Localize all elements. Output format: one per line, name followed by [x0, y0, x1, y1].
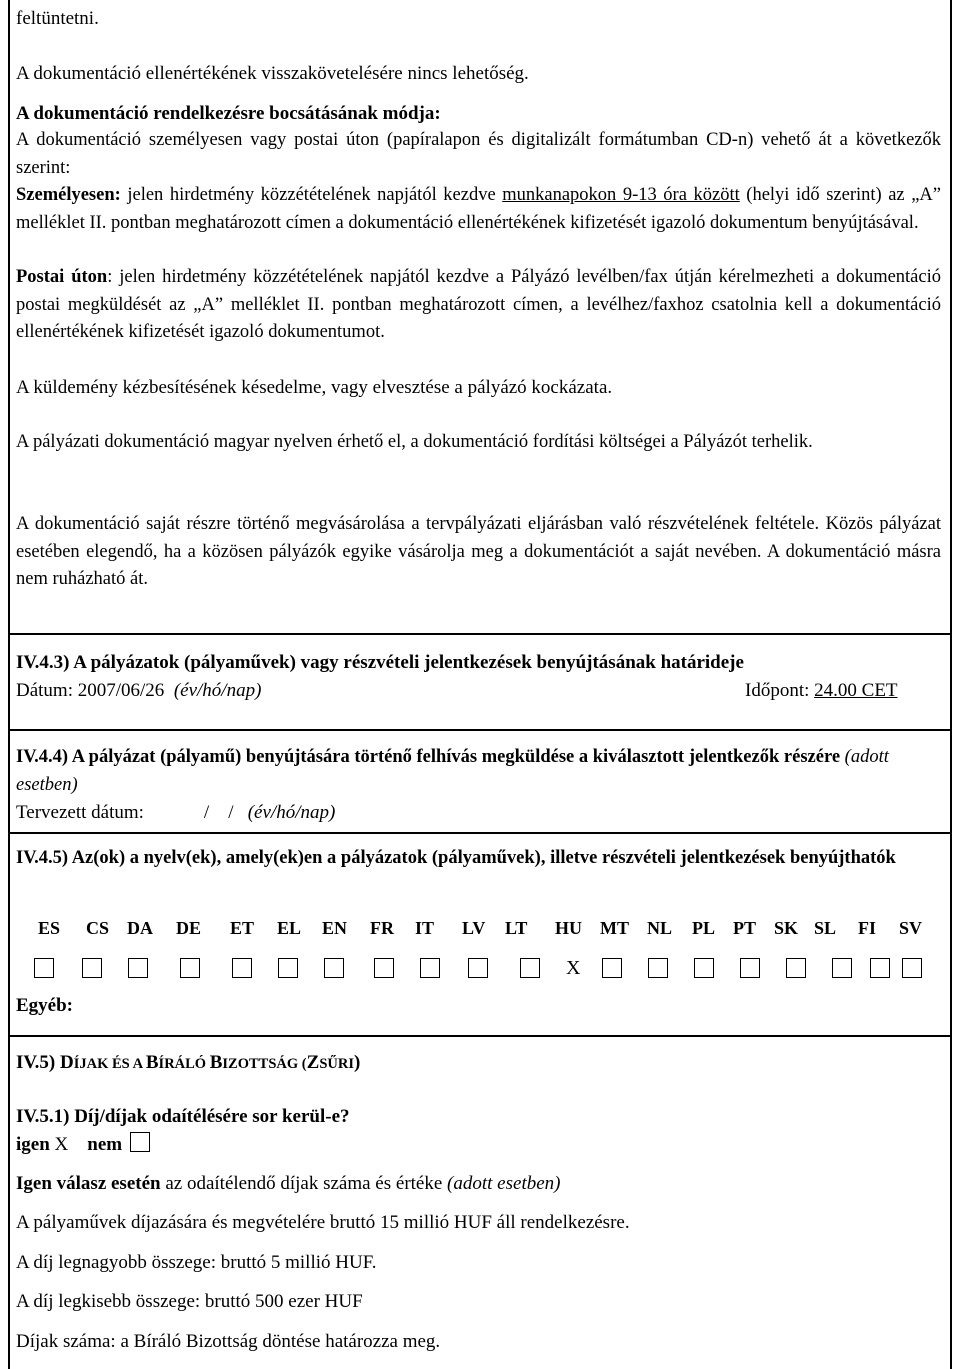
- language-selected-mark-hu[interactable]: X: [566, 957, 581, 979]
- language-checkbox-de[interactable]: [180, 958, 200, 978]
- prizes-heading-ijak: ÍJAK ÉS A: [73, 1056, 146, 1072]
- language-codes-row: [10, 918, 950, 948]
- language-code-pl: PL: [692, 918, 716, 938]
- language-code-sl: SL: [814, 918, 837, 938]
- yes-no-line: [16, 1131, 150, 1158]
- languages-heading: IV.4.5) Az(ok) a nyelv(ek), amely(ek)en a pályázatok (pályaművek), illetve részvételi jelentkezések benyújthatók: [16, 848, 896, 868]
- language-checkbox-fr[interactable]: [374, 958, 394, 978]
- yes-label: igen: [16, 1134, 50, 1155]
- language-code-sk: SK: [774, 918, 799, 938]
- prizes-heading-close: ): [353, 1052, 361, 1073]
- prize-count-text: Díjak száma: a Bíráló Bizottság döntése határozza meg.: [16, 1331, 441, 1352]
- no-refund-text: A dokumentáció ellenértékének visszakövetelésére nincs lehetőség.: [16, 63, 529, 84]
- invitation-heading-note: (adott esetben): [16, 747, 889, 795]
- method-heading: A dokumentáció rendelkezésre bocsátásának módja:: [16, 103, 441, 124]
- personal-label: Személyesen:: [16, 185, 121, 205]
- language-checkbox-nl[interactable]: [648, 958, 668, 978]
- language-code-it: IT: [415, 918, 435, 938]
- other-language-label: Egyéb:: [16, 995, 73, 1016]
- prizes-heading: [16, 1049, 360, 1078]
- language-code-lt: LT: [505, 918, 528, 938]
- language-code-cs: CS: [86, 918, 110, 938]
- language-code-fi: FI: [858, 918, 876, 938]
- postal-label: Postai úton: [16, 267, 108, 287]
- postal-paragraph: [16, 264, 941, 347]
- language-checkbox-da[interactable]: [128, 958, 148, 978]
- language-code-fr: FR: [370, 918, 394, 938]
- language-code-lv: LV: [462, 918, 486, 938]
- date-value: 2007/06/26: [77, 680, 165, 701]
- language-code-et: ET: [230, 918, 255, 938]
- if-yes-text: az odaítélendő díjak száma és értéke: [160, 1173, 448, 1194]
- language-code-da: DA: [127, 918, 153, 938]
- prizes-heading-num: IV.5): [16, 1052, 60, 1073]
- language-cost-text: A pályázati dokumentáció magyar nyelven érhető el, a dokumentáció fordítási költségei a Pályázót terhelik.: [16, 432, 813, 452]
- language-checkbox-el[interactable]: [278, 958, 298, 978]
- language-checkbox-it[interactable]: [420, 958, 440, 978]
- time-label: Időpont:: [745, 680, 815, 701]
- language-code-pt: PT: [733, 918, 757, 938]
- line-feltuntetni: feltüntetni.: [16, 8, 99, 29]
- language-code-nl: NL: [647, 918, 673, 938]
- no-label: nem: [87, 1134, 123, 1155]
- language-checkbox-pl[interactable]: [694, 958, 714, 978]
- postal-text: : jelen hirdetmény közzétételének napjától kezdve a Pályázó levélben/fax útján kérelmezheti a dokumentáció postai megküldését az „A” melléklet II. pontban meghatározott címen, a levélhez/faxhoz csatolnia kell a dokumentáció ellenértékének kifizetését igazoló dokumentumot.: [16, 267, 941, 342]
- planned-value: / /: [203, 802, 234, 823]
- language-code-de: DE: [176, 918, 202, 938]
- prizes-heading-b2: B: [209, 1052, 223, 1073]
- language-checkbox-fi[interactable]: [870, 958, 890, 978]
- language-code-el: EL: [277, 918, 302, 938]
- language-code-hu: HU: [555, 918, 582, 938]
- invitation-heading-text: IV.4.4) A pályázat (pályamű) benyújtására történő felhívás megküldése a kiválasztott jelentkezők részére: [16, 747, 841, 767]
- prize-total-text: A pályaművek díjazására és megvételére bruttó 15 millió HUF áll rendelkezésre.: [16, 1212, 630, 1233]
- if-yes-note: (adott esetben): [447, 1173, 561, 1194]
- language-checkbox-pt[interactable]: [740, 958, 760, 978]
- no-checkbox[interactable]: [130, 1132, 150, 1152]
- prize-question: IV.5.1) Díj/díjak odaítélésére sor kerül-e?: [16, 1106, 350, 1127]
- prize-min-text: A díj legkisebb összege: bruttó 500 ezer HUF: [16, 1291, 363, 1312]
- yes-mark: X: [54, 1134, 69, 1155]
- personal-text-b: (helyi idő szerint) az „A” melléklet II. pontban meghatározott címen a dokumentáció ellenértékének kifizetését igazoló dokumentum benyújtásával.: [16, 185, 941, 233]
- deadline-time-line: [745, 677, 898, 704]
- deadline-date-line: [16, 677, 261, 704]
- date-format: (év/hó/nap): [173, 680, 262, 701]
- language-checkbox-es[interactable]: [34, 958, 54, 978]
- language-checkbox-sv[interactable]: [902, 958, 922, 978]
- language-code-es: ES: [38, 918, 61, 938]
- language-checkbox-cs[interactable]: [82, 958, 102, 978]
- date-label: Dátum:: [16, 680, 78, 701]
- deadline-heading: IV.4.3) A pályázatok (pályaművek) vagy részvételi jelentkezések benyújtásának határideje: [16, 652, 744, 673]
- prizes-heading-iralo: ÍRÁLÓ: [158, 1056, 210, 1072]
- personal-text-a: jelen hirdetmény közzétételének napjától kezdve: [120, 185, 503, 205]
- purchase-condition-text: A dokumentáció saját részre történő megvásárolása a tervpályázati eljárásban való részvételének feltétele. Közös pályázat esetében elegendő, ha a közösen pályázók egyike vásárolja meg a dokumentációt a saját nevében. A dokumentáció másra nem ruházható át.: [16, 514, 941, 589]
- method-text: A dokumentáció személyesen vagy postai úton (papíralapon és digitalizált formátumban CD-n) vehető át a következők szerint:: [16, 130, 941, 178]
- prize-max-text: A díj legnagyobb összege: bruttó 5 millió HUF.: [16, 1252, 377, 1273]
- planned-date-line: [16, 799, 335, 826]
- language-checkbox-row: [10, 956, 950, 986]
- language-code-en: EN: [322, 918, 348, 938]
- personal-hours: munkanapokon 9-13 óra között: [502, 185, 740, 205]
- prizes-heading-suri: SŰRI: [319, 1056, 354, 1072]
- language-checkbox-lv[interactable]: [468, 958, 488, 978]
- prizes-section: [10, 1035, 950, 1369]
- language-checkbox-en[interactable]: [324, 958, 344, 978]
- language-checkbox-sk[interactable]: [786, 958, 806, 978]
- language-checkbox-et[interactable]: [232, 958, 252, 978]
- invitation-section: [10, 729, 950, 832]
- languages-section: [10, 832, 950, 1035]
- personal-paragraph: [16, 182, 941, 237]
- prizes-heading-b: B: [145, 1052, 159, 1073]
- language-checkbox-mt[interactable]: [602, 958, 622, 978]
- documentation-section: [10, 0, 950, 633]
- planned-label: Tervezett dátum:: [16, 802, 144, 823]
- prizes-heading-izottsag: IZOTTSÁG (: [222, 1056, 307, 1072]
- planned-format: (év/hó/nap): [247, 802, 336, 823]
- language-code-sv: SV: [899, 918, 923, 938]
- invitation-heading: [16, 743, 941, 799]
- document-page: [8, 0, 952, 1369]
- language-code-mt: MT: [600, 918, 629, 938]
- if-yes-line: [16, 1170, 560, 1197]
- if-yes-label: Igen válasz esetén: [16, 1173, 161, 1194]
- time-value: 24.00 CET: [814, 680, 898, 701]
- prizes-heading-d: D: [60, 1052, 74, 1073]
- prizes-heading-z: Z: [306, 1052, 320, 1073]
- language-checkbox-lt[interactable]: [520, 958, 540, 978]
- deadline-section: [10, 633, 950, 729]
- delivery-risk-text: A küldemény kézbesítésének késedelme, vagy elvesztése a pályázó kockázata.: [16, 377, 613, 398]
- language-checkbox-sl[interactable]: [832, 958, 852, 978]
